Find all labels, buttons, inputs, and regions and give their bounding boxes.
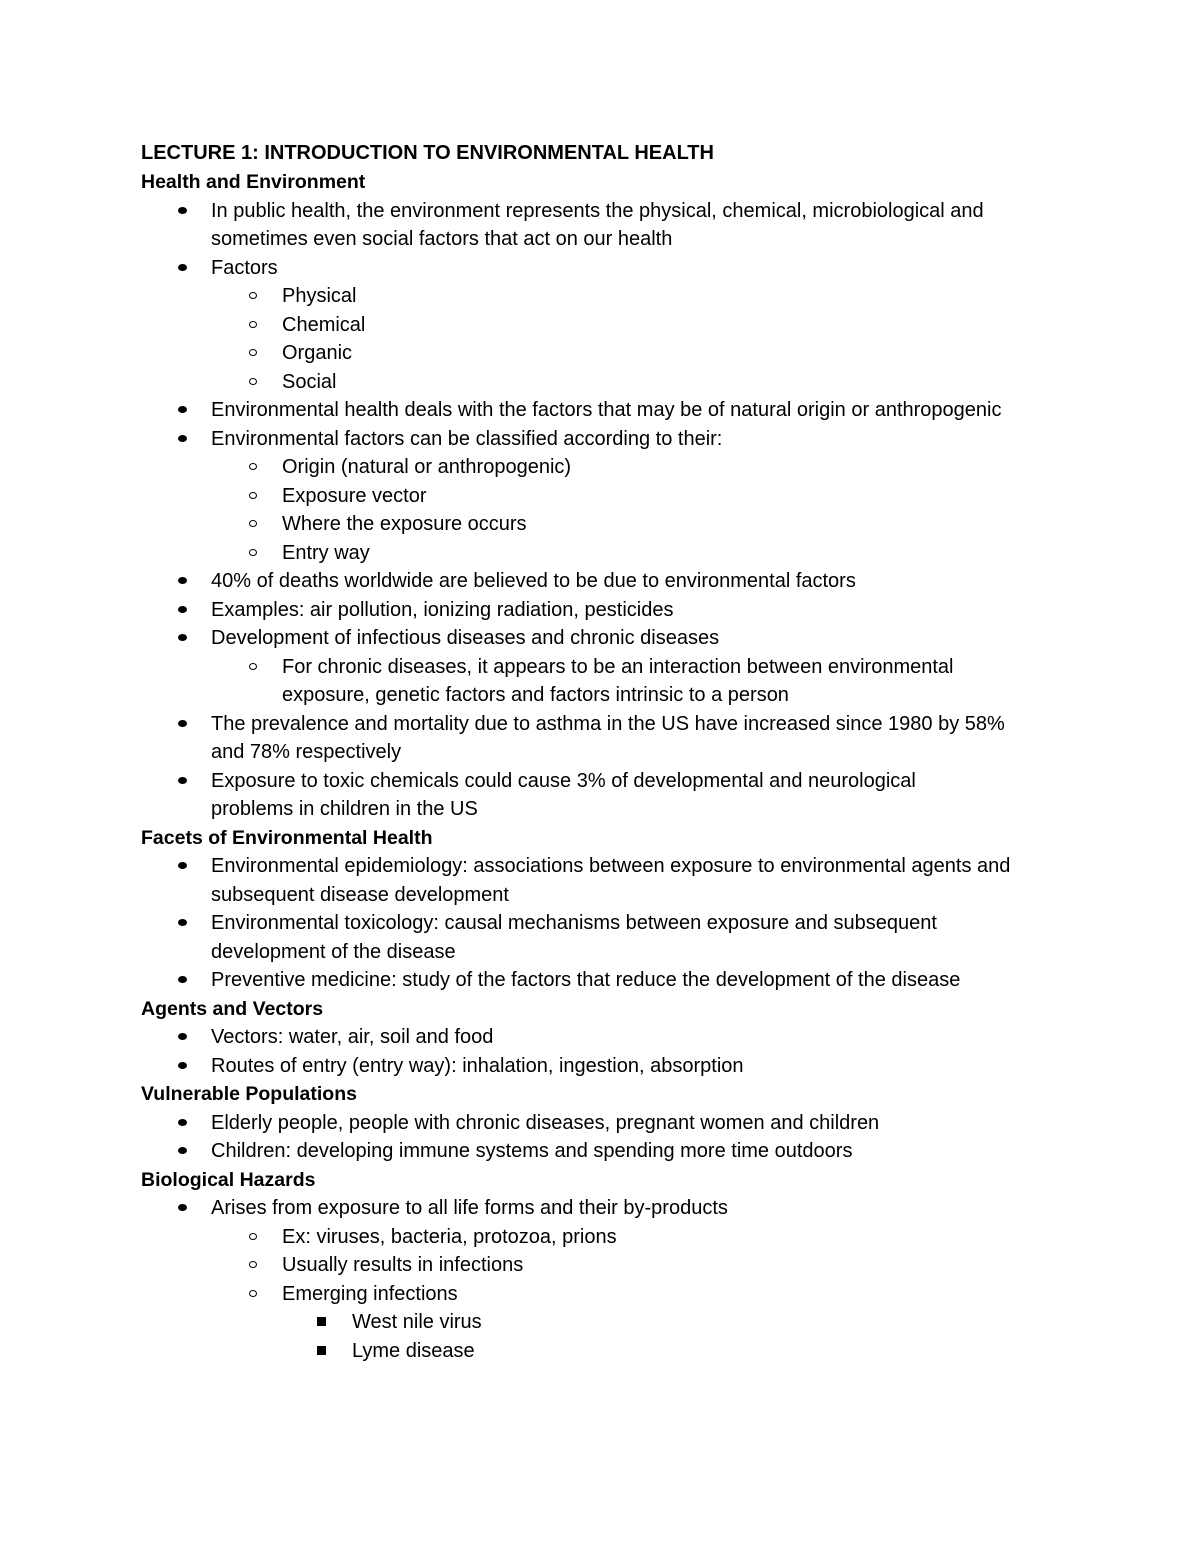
hollow-bullet-icon (249, 539, 257, 568)
sub-list-item (141, 1251, 1061, 1280)
list-item (141, 1137, 1061, 1166)
filled-bullet-icon (178, 596, 187, 625)
list-item-text: Vectors: water, air, soil and food (211, 1026, 494, 1048)
sub-list-item-text: Where the exposure occurs (282, 513, 527, 535)
list-item-text: Environmental factors can be classified according to their: (211, 427, 723, 450)
hollow-bullet-icon (249, 653, 257, 682)
sub-list-item-text: Social (282, 370, 337, 393)
list-item-text: 40% of deaths worldwide are believed to be due to environmental factors (211, 570, 856, 592)
sub-list-item-text: Usually results in infections (282, 1254, 524, 1276)
sub-list-item-text: Origin (natural or anthropogenic) (282, 456, 572, 478)
list-item (141, 254, 1061, 397)
sub-bullet-list (141, 1223, 1061, 1366)
list-item (141, 567, 1061, 596)
filled-bullet-icon (178, 1137, 187, 1166)
section-heading-facets-of-environmental-health: Facets of Environmental Health (141, 826, 433, 849)
sub-list-item-text: Ex: viruses, bacteria, protozoa, prions (282, 1225, 617, 1248)
filled-bullet-icon (178, 710, 187, 739)
list-item-text: Preventive medicine: study of the factors that reduce the development of the disease (211, 969, 961, 991)
hollow-bullet-icon (249, 453, 257, 482)
hollow-bullet-icon (249, 1223, 257, 1252)
filled-bullet-icon (178, 254, 187, 283)
filled-bullet-icon (178, 767, 187, 796)
hollow-bullet-icon (249, 311, 257, 340)
bullet-list (141, 1109, 1061, 1166)
list-item-text: Exposure to toxic chemicals could cause 3% of developmental and neurological problems in children in the US (211, 769, 916, 820)
bullet-list (141, 1194, 1061, 1365)
sub-bullet-list (141, 453, 1061, 567)
sub-sub-list-item (141, 1337, 1061, 1366)
list-item-text: Development of infectious diseases and chronic diseases (211, 627, 720, 649)
list-item (141, 1023, 1061, 1052)
list-item (141, 710, 1061, 767)
sub-bullet-list (141, 653, 1061, 710)
filled-bullet-icon (178, 396, 187, 425)
sub-list-item (141, 453, 1061, 482)
list-item-text: Routes of entry (entry way): inhalation, ingestion, absorption (211, 1054, 744, 1077)
sub-list-item (141, 653, 1061, 710)
sub-sub-list-item-text: Lyme disease (352, 1339, 475, 1362)
list-item-text: In public health, the environment represents the physical, chemical, microbiological and sometimes even social factors that act on our health (211, 199, 984, 250)
list-item (141, 1052, 1061, 1081)
list-item-text: Arises from exposure to all life forms and their by-products (211, 1197, 728, 1219)
sub-list-item (141, 339, 1061, 368)
section-heading-agents-and-vectors: Agents and Vectors (141, 997, 324, 1020)
list-item (141, 624, 1061, 710)
filled-bullet-icon (178, 966, 187, 995)
sub-list-item (141, 368, 1061, 397)
list-item-text: Factors (211, 256, 278, 279)
sub-list-item (141, 482, 1061, 511)
sub-sub-list-item (141, 1308, 1061, 1337)
lecture-title: LECTURE 1: INTRODUCTION TO ENVIRONMENTAL HEALTH (141, 142, 714, 164)
filled-bullet-icon (178, 852, 187, 881)
list-item (141, 197, 1061, 254)
hollow-bullet-icon (249, 1280, 257, 1309)
section-heading-vulnerable-populations: Vulnerable Populations (141, 1083, 357, 1105)
square-bullet-icon (317, 1308, 326, 1337)
sub-sub-bullet-list (141, 1308, 1061, 1365)
filled-bullet-icon (178, 1194, 187, 1223)
document-page (141, 139, 1061, 1365)
sub-list-item (141, 311, 1061, 340)
sub-list-item-text: For chronic diseases, it appears to be an interaction between environmental exposure, genetic factors and factors intrinsic to a person (282, 655, 954, 706)
sub-list-item-text: Organic (282, 342, 353, 364)
section-heading-biological-hazards: Biological Hazards (141, 1168, 316, 1191)
sub-bullet-list (141, 282, 1061, 396)
list-item (141, 767, 1061, 824)
list-item-text: Elderly people, people with chronic diseases, pregnant women and children (211, 1111, 880, 1134)
sub-list-item (141, 1223, 1061, 1252)
filled-bullet-icon (178, 425, 187, 454)
list-item (141, 1194, 1061, 1365)
sub-sub-list-item-text: West nile virus (352, 1311, 482, 1333)
section-heading-health-and-environment: Health and Environment (141, 171, 366, 193)
sub-list-item-text: Exposure vector (282, 484, 427, 507)
sub-list-item (141, 510, 1061, 539)
list-item-text: Examples: air pollution, ionizing radiation, pesticides (211, 598, 674, 621)
hollow-bullet-icon (249, 510, 257, 539)
hollow-bullet-icon (249, 482, 257, 511)
hollow-bullet-icon (249, 1251, 257, 1280)
list-item (141, 1109, 1061, 1138)
list-item (141, 909, 1061, 966)
hollow-bullet-icon (249, 368, 257, 397)
list-item (141, 425, 1061, 568)
bullet-list (141, 197, 1061, 824)
list-item (141, 852, 1061, 909)
filled-bullet-icon (178, 909, 187, 938)
hollow-bullet-icon (249, 339, 257, 368)
filled-bullet-icon (178, 1109, 187, 1138)
filled-bullet-icon (178, 1023, 187, 1052)
list-item (141, 966, 1061, 995)
list-item-text: Environmental epidemiology: associations between exposure to environmental agents and subsequent disease development (211, 855, 1011, 906)
list-item-text: The prevalence and mortality due to asthma in the US have increased since 1980 by 58% and 78% respectively (211, 712, 1005, 763)
list-item (141, 596, 1061, 625)
sub-list-item (141, 539, 1061, 568)
sub-list-item-text: Chemical (282, 313, 366, 336)
list-item-text: Environmental health deals with the factors that may be of natural origin or anthropogenic (211, 399, 1002, 421)
square-bullet-icon (317, 1337, 326, 1366)
sub-list-item (141, 282, 1061, 311)
bullet-list (141, 852, 1061, 995)
list-item-text: Children: developing immune systems and spending more time outdoors (211, 1140, 853, 1162)
filled-bullet-icon (178, 197, 187, 226)
sub-list-item-text: Physical (282, 285, 357, 307)
sub-list-item-text: Entry way (282, 541, 370, 564)
hollow-bullet-icon (249, 282, 257, 311)
list-item (141, 396, 1061, 425)
sub-list-item-text: Emerging infections (282, 1282, 458, 1305)
filled-bullet-icon (178, 567, 187, 596)
bullet-list (141, 1023, 1061, 1080)
filled-bullet-icon (178, 1052, 187, 1081)
filled-bullet-icon (178, 624, 187, 653)
list-item-text: Environmental toxicology: causal mechanisms between exposure and subsequent development of the disease (211, 912, 937, 963)
sub-list-item (141, 1280, 1061, 1366)
